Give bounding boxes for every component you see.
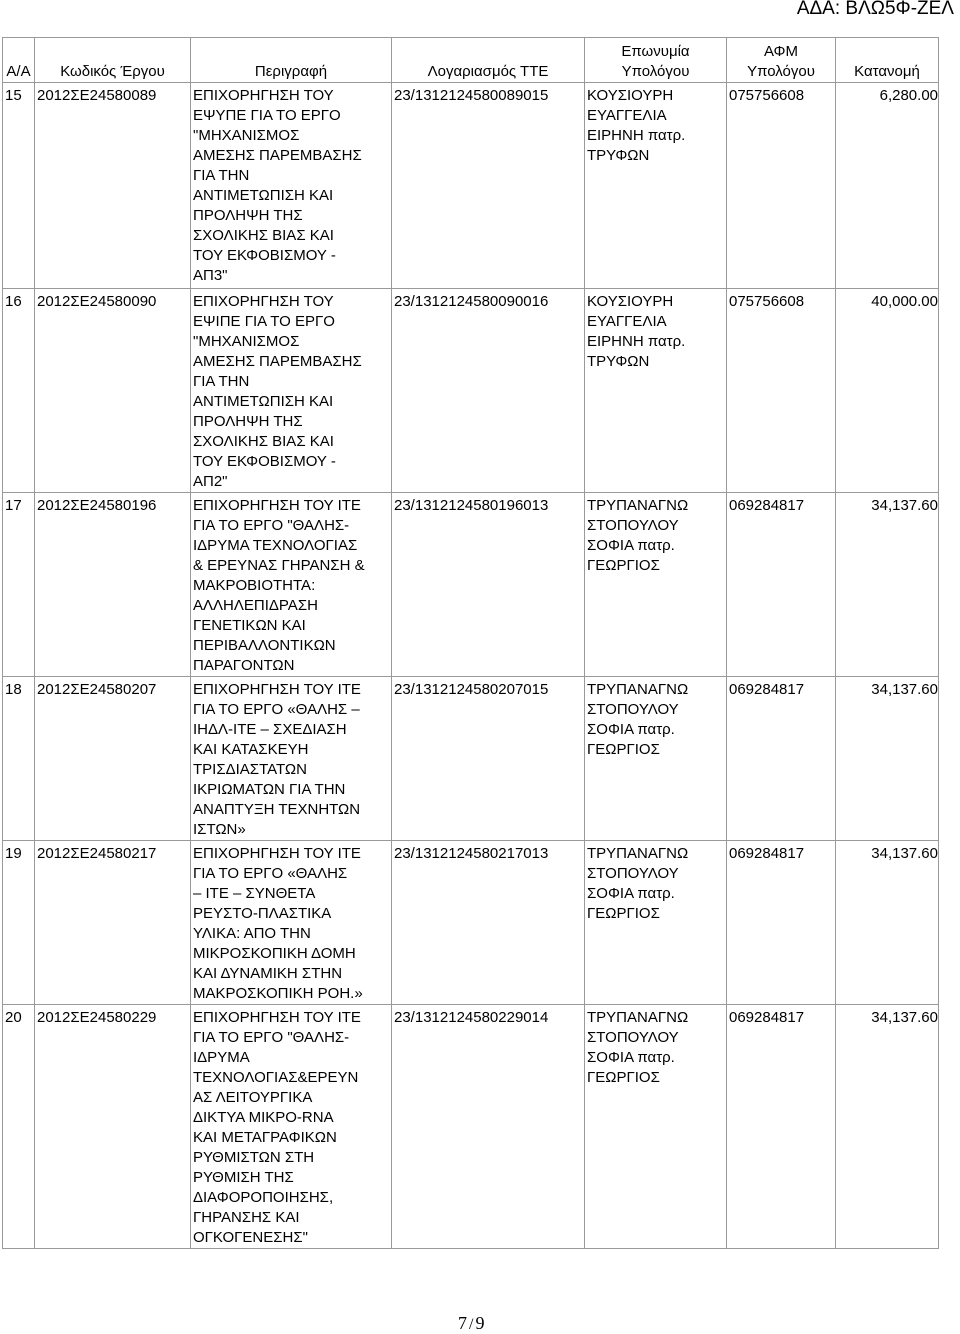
description-line: ΣΧΟΛΙΚΗΣ ΒΙΑΣ ΚΑΙ: [193, 433, 334, 450]
description-line: ΟΓΚΟΓΕΝΕΣΗΣ": [193, 1229, 308, 1246]
page-indicator: [458, 1313, 484, 1334]
allocation-amount: 34,137.60: [836, 677, 939, 841]
description-line: ΕΠΙΧΟΡΗΓΗΣΗ ΤΟΥ ΙΤΕ: [193, 497, 361, 514]
document-id: ΑΔΑ: ΒΛΩ5Φ-ΖΕΛ: [796, 0, 954, 19]
account-holder-name-line: ΕΙΡΗΝΗ πατρ.: [587, 127, 686, 144]
description-line: ΡΕΥΣΤΟ-ΠΛΑΣΤΙΚΑ: [193, 905, 332, 922]
description-line: ΕΨΙΠΕ ΓΙΑ ΤΟ ΕΡΓΟ: [193, 313, 335, 330]
project-code: 2012ΣΕ24580229: [35, 1005, 191, 1249]
account-holder-name-line: ΓΕΩΡΓΙΟΣ: [587, 741, 660, 758]
account-holder-name: [585, 83, 727, 289]
description-line: ΥΛΙΚΑ: ΑΠΟ ΤΗΝ: [193, 925, 311, 942]
account-holder-name-line: ΓΕΩΡΓΙΟΣ: [587, 557, 660, 574]
description-line: ΓΙΑ ΤΗΝ: [193, 373, 250, 390]
column-header-name: Επωνυμία Υπολόγου: [585, 38, 727, 83]
description-line: ΓΙΑ ΤΟ ΕΡΓΟ "ΘΑΛΗΣ-: [193, 517, 350, 534]
allocation-amount: 40,000.00: [836, 289, 939, 493]
description-line: ΚΑΙ ΔΥΝΑΜΙΚΗ ΣΤΗΝ: [193, 965, 343, 982]
account-number: 23/1312124580090016: [392, 289, 585, 493]
tax-id: 075756608: [727, 289, 836, 493]
description-line: ΑΠ2": [193, 473, 228, 490]
table-row: [3, 289, 939, 493]
table-header-row: [3, 38, 939, 83]
account-holder-name-line: ΕΥΑΓΓΕΛΙΑ: [587, 313, 667, 330]
description: [191, 841, 392, 1005]
column-header-description: Περιγραφή: [191, 38, 392, 83]
description-line: ΕΠΙΧΟΡΗΓΗΣΗ ΤΟΥ ΙΤΕ: [193, 1009, 361, 1026]
account-holder-name-line: ΕΙΡΗΝΗ πατρ.: [587, 333, 686, 350]
description-line: ΓΗΡΑΝΣΗΣ ΚΑΙ: [193, 1209, 300, 1226]
row-number: 16: [3, 289, 35, 493]
column-header-afm: ΑΦΜ Υπολόγου: [727, 38, 836, 83]
description-line: ΡΥΘΜΙΣΤΩΝ ΣΤΗ: [193, 1149, 315, 1166]
description-line: ΜΑΚΡΟΣΚΟΠΙΚΗ ΡΟΗ.»: [193, 985, 363, 1002]
account-holder-name-line: ΤΡΥΠΑΝΑΓΝΩ: [587, 845, 689, 862]
project-code: 2012ΣΕ24580089: [35, 83, 191, 289]
tax-id: 069284817: [727, 1005, 836, 1249]
description-line: ΔΙΚΤΥΑ ΜΙΚΡΟ-RNA: [193, 1109, 334, 1126]
description-line: ΕΠΙΧΟΡΗΓΗΣΗ ΤΟΥ: [193, 87, 334, 104]
table-row: [3, 841, 939, 1005]
account-holder-name-line: ΣΟΦΙΑ πατρ.: [587, 885, 675, 902]
account-holder-name-line: ΤΡΥΠΑΝΑΓΝΩ: [587, 681, 689, 698]
description-line: ΓΙΑ ΤΟ ΕΡΓΟ «ΘΑΛΗΣ –: [193, 701, 360, 718]
description-line: ΠΡΟΛΗΨΗ ΤΗΣ: [193, 207, 303, 224]
description-line: ΑΠ3": [193, 267, 228, 284]
account-holder-name-line: ΣΟΦΙΑ πατρ.: [587, 1049, 675, 1066]
description-line: ΓΙΑ ΤΟ ΕΡΓΟ «ΘΑΛΗΣ: [193, 865, 348, 882]
description-line: ΑΝΑΠΤΥΞΗ ΤΕΧΝΗΤΩΝ: [193, 801, 361, 818]
account-holder-name-line: ΤΡΥΦΩΝ: [587, 353, 650, 370]
description-line: ΠΡΟΛΗΨΗ ΤΗΣ: [193, 413, 303, 430]
account-holder-name-line: ΣΤΟΠΟΥΛΟΥ: [587, 517, 679, 534]
allocation-amount: 34,137.60: [836, 1005, 939, 1249]
account-holder-name-line: ΤΡΥΦΩΝ: [587, 147, 650, 164]
description-line: ΕΠΙΧΟΡΗΓΗΣΗ ΤΟΥ: [193, 293, 334, 310]
account-holder-name-line: ΕΥΑΓΓΕΛΙΑ: [587, 107, 667, 124]
description-line: ΠΑΡΑΓΟΝΤΩΝ: [193, 657, 295, 674]
account-holder-name-line: ΤΡΥΠΑΝΑΓΝΩ: [587, 497, 689, 514]
page-total: 9: [475, 1313, 485, 1333]
table-row: [3, 83, 939, 289]
account-holder-name-line: ΓΕΩΡΓΙΟΣ: [587, 905, 660, 922]
description-line: ΜΙΚΡΟΣΚΟΠΙΚΗ ΔΟΜΗ: [193, 945, 356, 962]
account-holder-name-line: ΓΕΩΡΓΙΟΣ: [587, 1069, 660, 1086]
account-number: 23/1312124580229014: [392, 1005, 585, 1249]
description: [191, 493, 392, 677]
tax-id: 069284817: [727, 493, 836, 677]
account-holder-name: [585, 493, 727, 677]
column-header-aa: Α/Α: [3, 38, 35, 83]
tax-id: 075756608: [727, 83, 836, 289]
description-line: ΙΣΤΩΝ»: [193, 821, 246, 838]
description: [191, 1005, 392, 1249]
column-header-code: Κωδικός Έργου: [35, 38, 191, 83]
account-holder-name-line: ΣΤΟΠΟΥΛΟΥ: [587, 701, 679, 718]
description-line: ΣΧΟΛΙΚΗΣ ΒΙΑΣ ΚΑΙ: [193, 227, 334, 244]
account-holder-name: [585, 841, 727, 1005]
table-row: [3, 1005, 939, 1249]
description-line: ΠΕΡΙΒΑΛΛΟΝΤΙΚΩΝ: [193, 637, 336, 654]
description-line: ΜΑΚΡΟΒΙΟΤΗΤΑ:: [193, 577, 316, 594]
account-holder-name-line: ΚΟΥΣΙΟΥΡΗ: [587, 293, 674, 310]
description-line: "ΜΗΧΑΝΙΣΜΟΣ: [193, 333, 300, 350]
account-holder-name-line: ΤΡΥΠΑΝΑΓΝΩ: [587, 1009, 689, 1026]
row-number: 17: [3, 493, 35, 677]
description: [191, 289, 392, 493]
description-line: ΕΠΙΧΟΡΗΓΗΣΗ ΤΟΥ ΙΤΕ: [193, 845, 361, 862]
description-line: ΤΕΧΝΟΛΟΓΙΑΣ&ΕΡΕΥΝ: [193, 1069, 359, 1086]
account-holder-name-line: ΣΟΦΙΑ πατρ.: [587, 537, 675, 554]
page-current: 7: [458, 1313, 467, 1333]
account-holder-name-line: ΣΟΦΙΑ πατρ.: [587, 721, 675, 738]
description-line: – ΙΤΕ – ΣΥΝΘΕΤΑ: [193, 885, 316, 902]
description-line: ΙΔΡΥΜΑ ΤΕΧΝΟΛΟΓΙΑΣ: [193, 537, 358, 554]
description-line: ΑΝΤΙΜΕΤΩΠΙΣΗ ΚΑΙ: [193, 393, 334, 410]
description-line: ΚΑΙ ΚΑΤΑΣΚΕΥΗ: [193, 741, 309, 758]
row-number: 20: [3, 1005, 35, 1249]
column-header-amount: Κατανομή: [836, 38, 939, 83]
description: [191, 83, 392, 289]
description-line: ΑΜΕΣΗΣ ΠΑΡΕΜΒΑΣΗΣ: [193, 353, 362, 370]
description-line: ΔΙΑΦΟΡΟΠΟΙΗΣΗΣ,: [193, 1189, 334, 1206]
account-holder-name-line: ΚΟΥΣΙΟΥΡΗ: [587, 87, 674, 104]
tax-id: 069284817: [727, 841, 836, 1005]
account-holder-name: [585, 289, 727, 493]
allocation-amount: 34,137.60: [836, 841, 939, 1005]
description-line: ΤΟΥ ΕΚΦΟΒΙΣΜΟΥ -: [193, 453, 336, 470]
row-number: 19: [3, 841, 35, 1005]
description-line: ΑΜΕΣΗΣ ΠΑΡΕΜΒΑΣΗΣ: [193, 147, 362, 164]
description-line: ΙΗΔΛ-ΙΤΕ – ΣΧΕΔΙΑΣΗ: [193, 721, 347, 738]
description-line: ΚΑΙ ΜΕΤΑΓΡΑΦΙΚΩΝ: [193, 1129, 337, 1146]
description-line: ΑΛΛΗΛΕΠΙΔΡΑΣΗ: [193, 597, 318, 614]
description-line: ΙΚΡΙΩΜΑΤΩΝ ΓΙΑ ΤΗΝ: [193, 781, 346, 798]
description-line: & ΕΡΕΥΝΑΣ ΓΗΡΑΝΣΗ &: [193, 557, 365, 574]
table-row: [3, 493, 939, 677]
description-line: ΓΕΝΕΤΙΚΩΝ ΚΑΙ: [193, 617, 306, 634]
allocation-table: [2, 37, 939, 1249]
allocation-amount: 34,137.60: [836, 493, 939, 677]
description-line: "ΜΗΧΑΝΙΣΜΟΣ: [193, 127, 300, 144]
description-line: ΕΨΥΠΕ ΓΙΑ ΤΟ ΕΡΓΟ: [193, 107, 341, 124]
description-line: ΤΟΥ ΕΚΦΟΒΙΣΜΟΥ -: [193, 247, 336, 264]
description-line: ΤΡΙΣΔΙΑΣΤΑΤΩΝ: [193, 761, 307, 778]
account-number: 23/1312124580207015: [392, 677, 585, 841]
description-line: ΓΙΑ ΤΗΝ: [193, 167, 250, 184]
table-row: [3, 677, 939, 841]
account-number: 23/1312124580217013: [392, 841, 585, 1005]
account-holder-name-line: ΣΤΟΠΟΥΛΟΥ: [587, 1029, 679, 1046]
project-code: 2012ΣΕ24580196: [35, 493, 191, 677]
account-number: 23/1312124580089015: [392, 83, 585, 289]
description-line: ΑΝΤΙΜΕΤΩΠΙΣΗ ΚΑΙ: [193, 187, 334, 204]
account-holder-name: [585, 677, 727, 841]
project-code: 2012ΣΕ24580090: [35, 289, 191, 493]
tax-id: 069284817: [727, 677, 836, 841]
project-code: 2012ΣΕ24580207: [35, 677, 191, 841]
account-holder-name-line: ΣΤΟΠΟΥΛΟΥ: [587, 865, 679, 882]
row-number: 15: [3, 83, 35, 289]
account-holder-name: [585, 1005, 727, 1249]
description-line: ΕΠΙΧΟΡΗΓΗΣΗ ΤΟΥ ΙΤΕ: [193, 681, 361, 698]
allocation-amount: 6,280.00: [836, 83, 939, 289]
account-number: 23/1312124580196013: [392, 493, 585, 677]
project-code: 2012ΣΕ24580217: [35, 841, 191, 1005]
description-line: ΓΙΑ ΤΟ ΕΡΓΟ "ΘΑΛΗΣ-: [193, 1029, 350, 1046]
description-line: ΑΣ ΛΕΙΤΟΥΡΓΙΚΑ: [193, 1089, 313, 1106]
description-line: ΙΔΡΥΜΑ: [193, 1049, 250, 1066]
description: [191, 677, 392, 841]
description-line: ΡΥΘΜΙΣΗ ΤΗΣ: [193, 1169, 294, 1186]
row-number: 18: [3, 677, 35, 841]
page-separator: /: [469, 1316, 474, 1333]
column-header-account: Λογαριασμός ΤΤΕ: [392, 38, 585, 83]
